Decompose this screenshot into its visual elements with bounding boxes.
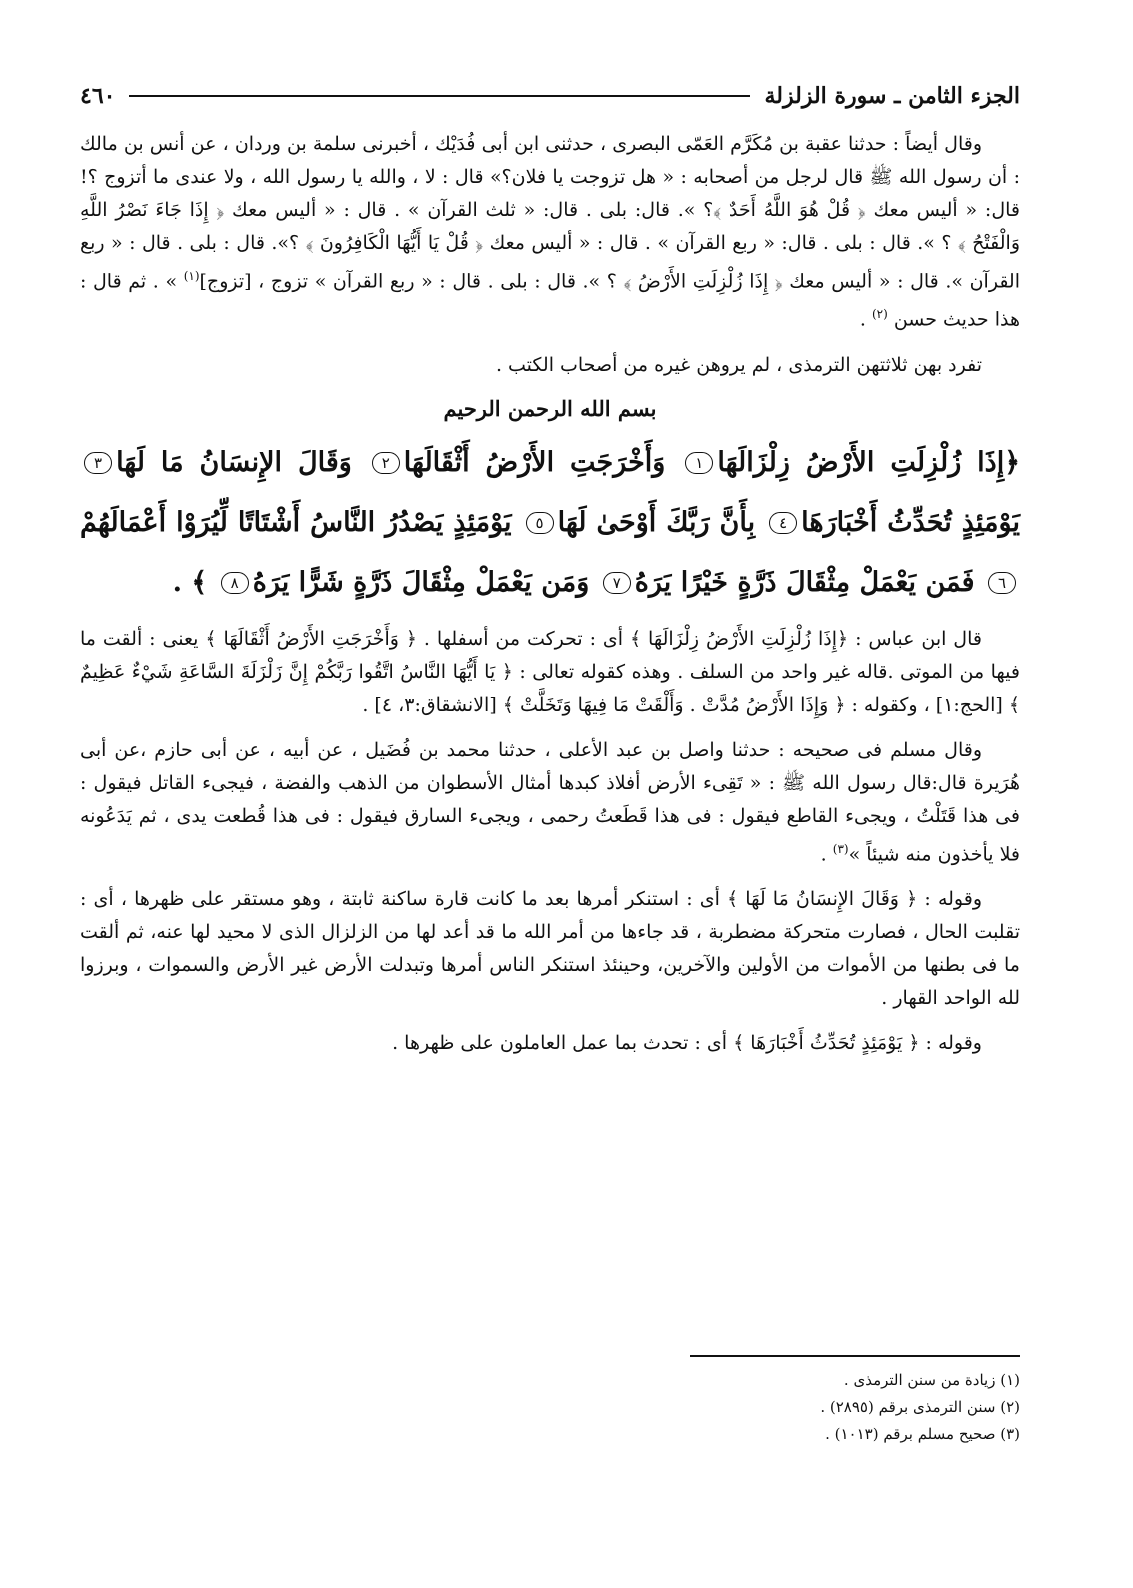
verse-text: بِأَنَّ رَبَّكَ أَوْحَىٰ لَهَا bbox=[557, 506, 756, 538]
ayah-number: ٧ bbox=[603, 572, 631, 594]
ayah-number: ٤ bbox=[769, 512, 797, 534]
page-number: ٤٦٠ bbox=[80, 83, 116, 109]
running-header bbox=[80, 78, 1020, 114]
verse-text: وَقَالَ الإِنسَانُ مَا لَهَا bbox=[116, 446, 352, 478]
paragraph: وقال مسلم فى صحيحه : حدثنا واصل بن عبد الأعلى ، حدثنا محمد بن فُضَيل ، عن أبيه ، عن أبى حازم ،عن أبى هُرَيرة قال:قال رسول الله ﷺ : « تَقِىء الأرض أفلاذ كبدها أمثال الأسطوان من الذهب والفضة ، فيجىء القاتل فيقول : فى هذا قَتَلْتُ ، ويجىء القاطع فيقول : فى هذا قَطَعتُ رحمى ، ويجىء السارق فيقول : فى هذا قُطعت يدى ، ثم يَدَعُونه فلا يأخذون منه شيئاً »$^{(٣)}$ . bbox=[80, 738, 1020, 865]
paragraph: وقوله : ﴿ يَوْمَئِذٍ تُحَدِّثُ أَخْبَارَهَا ﴾ أى : تحدث بما عمل العاملون على ظهرها . bbox=[392, 1031, 982, 1054]
verse-text: ﴿إِذَا زُلْزِلَتِ الأَرْضُ زِلْزَالَهَا bbox=[717, 446, 1021, 478]
footnote-ref: (٣) bbox=[832, 841, 849, 856]
ayah-number: ٨ bbox=[221, 572, 249, 594]
paragraph: قال ابن عباس : ﴿إِذَا زُلْزِلَتِ الأَرْضُ زِلْزَالَهَا ﴾ أى : تحركت من أسفلها . ﴿ وَأَخْرَجَتِ الأَرْضُ أَثْقَالَهَا ﴾ يعنى : ألقت ما فيها من الموتى .قاله غير واحد من السلف . وهذه كقوله تعالى : ﴿ يَا أَيُّهَا النَّاسُ اتَّقُوا رَبَّكُمْ إِنَّ زَلْزَلَةَ السَّاعَةِ شَيْءٌ عَظِيمٌ ﴾ [الحج:١] ، وكقوله : ﴿ وَإِذَا الأَرْضُ مُدَّتْ . وَأَلْقَتْ مَا فِيهَا وَتَخَلَّتْ ﴾ [الانشقاق:٣، ٤] . bbox=[80, 627, 1020, 716]
footnote: (٢) سنن الترمذى برقم (٢٨٩٥) . bbox=[820, 1398, 1020, 1416]
header-rule bbox=[129, 95, 750, 97]
footnote: (١) زيادة من سنن الترمذى . bbox=[843, 1371, 1020, 1389]
footnote-ref: (٢) bbox=[871, 307, 888, 322]
basmala: بسم الله الرحمن الرحيم bbox=[443, 395, 657, 421]
ayah-number: ٥ bbox=[526, 512, 554, 534]
verse-text: فَمَن يَعْمَلْ مِثْقَالَ ذَرَّةٍ خَيْرًا يَرَهُ bbox=[634, 566, 975, 598]
ayah-number: ٣ bbox=[84, 452, 112, 474]
paragraph: وقال أيضاً : حدثنا عقبة بن مُكَرَّم العَمّى البصرى ، حدثنى ابن أبى فُدَيْك ، أخبرنى سلمة بن وردان ، عن أنس بن مالك : أن رسول الله ﷺ قال لرجل من أصحابه : « هل تزوجت يا فلان؟» قال : لا ، والله يا رسول الله ، ولا عندى ما أتزوج ؟! قال: « أليس معك ﴿ قُلْ هُوَ اللَّهُ أَحَدٌ ﴾؟ ». قال: بلى . قال: « ثلث القرآن » . قال : « أليس معك ﴿ إِذَا جَاءَ نَصْرُ اللَّهِ وَالْفَتْحُ ﴾ ؟ ». قال : بلى . قال: « ربع القرآن » . قال : « أليس معك ﴿ قُلْ يَا أَيُّهَا الْكَافِرُونَ ﴾ ؟». قال : بلى . قال : « ربع القرآن ». قال : « أليس معك ﴿ إِذَا زُلْزِلَتِ الأَرْضُ ﴾ ؟ ». قال : بلى . قال : « ربع القرآن » تزوج ، [تزوج]$^{(١)}$ » . ثم قال : هذا حديث حسن $^{(٢)}$ . bbox=[80, 133, 1020, 331]
ayah-number: ٦ bbox=[988, 572, 1016, 594]
ayah-number: ١ bbox=[685, 452, 713, 474]
footnote-rule bbox=[690, 1355, 1020, 1357]
quran-verses bbox=[80, 433, 1020, 613]
footnote: (٣) صحيح مسلم برقم (١٠١٣) . bbox=[825, 1425, 1020, 1443]
verse-text: يَوْمَئِذٍ تُحَدِّثُ أَخْبَارَهَا bbox=[801, 506, 1020, 538]
verse-text: وَأَخْرَجَتِ الأَرْضُ أَثْقَالَهَا bbox=[403, 446, 666, 478]
footnote-ref: (١) bbox=[183, 269, 200, 283]
header-title: الجزء الثامن ـ سورة الزلزلة bbox=[764, 83, 1020, 109]
main-text bbox=[80, 128, 1020, 1060]
verse-close: ﴾ . bbox=[172, 566, 208, 598]
paragraph: تفرد بهن ثلاثتهن الترمذى ، لم يروهن غيره من أصحاب الكتب . bbox=[495, 353, 982, 376]
verse-text: وَمَن يَعْمَلْ مِثْقَالَ ذَرَّةٍ شَرًّا يَرَهُ bbox=[252, 566, 590, 598]
footnotes bbox=[80, 1355, 1020, 1448]
ayah-number: ٢ bbox=[372, 452, 400, 474]
verse-text: يَوْمَئِذٍ يَصْدُرُ النَّاسُ أَشْتَاتًا لِّيُرَوْا أَعْمَالَهُمْ bbox=[80, 506, 512, 538]
paragraph: وقوله : ﴿ وَقَالَ الإِنسَانُ مَا لَهَا ﴾ أى : استنكر أمرها بعد ما كانت قارة ساكنة ثابتة ، وهو مستقر على ظهرها ، أى : تقلبت الحال ، فصارت متحركة مضطربة ، قد جاءها من أمر الله ما قد أعد لها من الزلزال الذى لا محيد لها عنه، ثم ألقت ما فى بطنها من الأموات من الأولين والآخرين، وحينئذ استنكر الناس أمرها وتبدلت الأرض غير الأرض والسموات ، وبرزوا لله الواحد القهار . bbox=[80, 887, 1020, 1009]
